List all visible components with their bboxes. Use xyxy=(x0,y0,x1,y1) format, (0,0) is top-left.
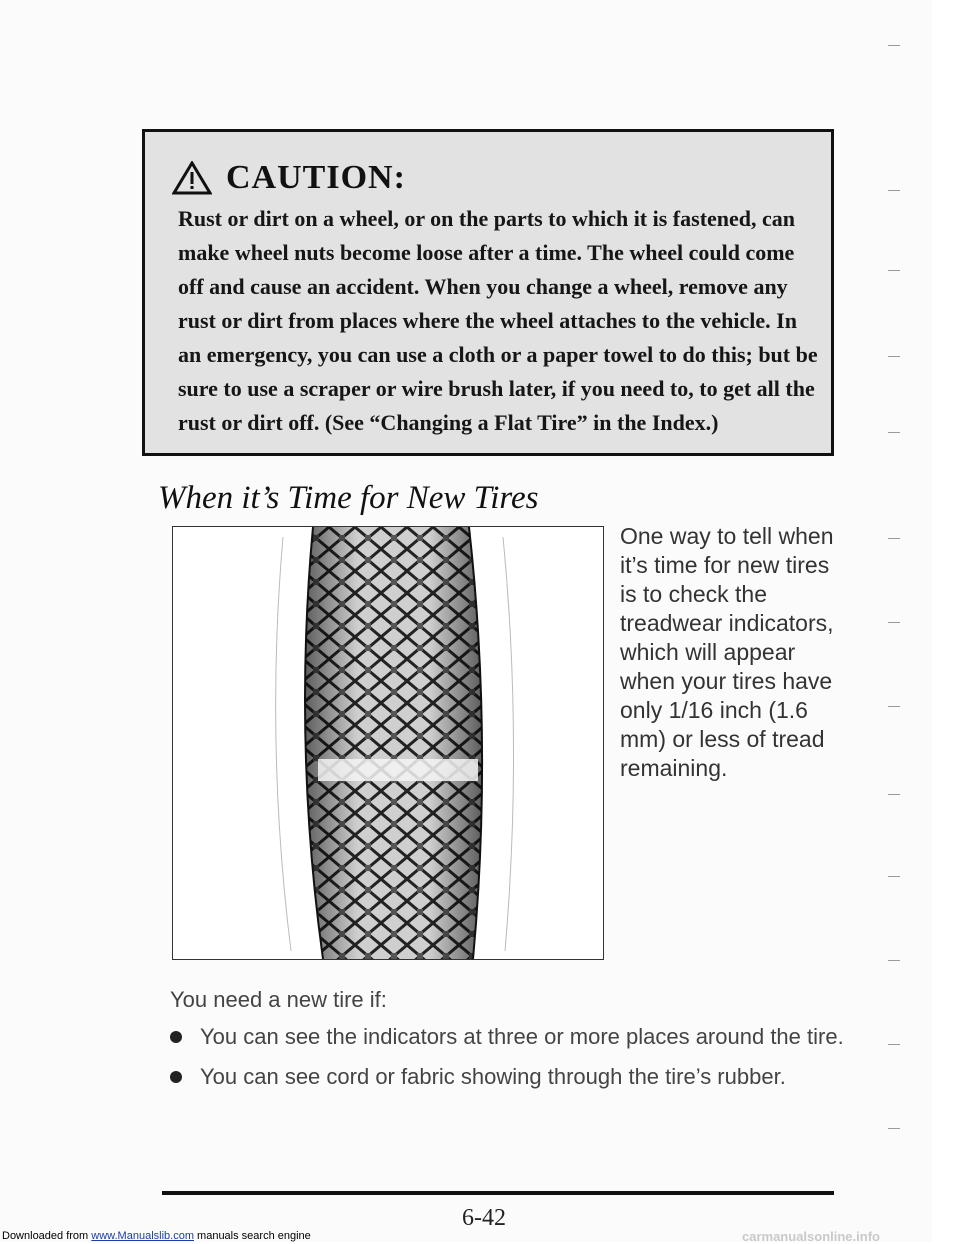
bullet-icon xyxy=(170,1031,182,1043)
footer-suffix: manuals search engine xyxy=(193,1230,311,1242)
tire-tread-image xyxy=(173,527,603,959)
list-item-text: You can see the indicators at three or more places around the tire. xyxy=(200,1024,844,1049)
watermark-text: carmanualsonline.info xyxy=(742,1229,880,1244)
margin-tick xyxy=(888,45,900,46)
margin-tick xyxy=(888,432,900,433)
page-number: 6-42 xyxy=(462,1205,506,1231)
margin-tick xyxy=(888,794,900,795)
margin-tick xyxy=(888,190,900,191)
margin-tick xyxy=(888,622,900,623)
bullet-icon xyxy=(170,1071,182,1083)
footer-rule xyxy=(162,1191,834,1195)
list-intro: You need a new tire if: xyxy=(170,987,387,1012)
tire-illustration xyxy=(172,526,604,960)
margin-tick xyxy=(888,706,900,707)
list-item-text: You can see cord or fabric showing through the tire’s rubber. xyxy=(200,1064,786,1089)
caution-box xyxy=(142,129,834,456)
page-gutter xyxy=(932,0,960,1242)
treadwear-indicator-text: One way to tell when it’s time for new tires is to check the treadwear indicators, which will appear when your tires have only 1/16 inch (1.6 mm) or less of tread remaining. xyxy=(620,523,834,781)
margin-tick xyxy=(888,356,900,357)
replacement-conditions-list xyxy=(170,1022,844,1102)
margin-tick xyxy=(888,270,900,271)
caution-header xyxy=(172,159,406,197)
list-item xyxy=(170,1062,844,1092)
download-footer xyxy=(2,1230,311,1242)
margin-tick xyxy=(888,876,900,877)
caution-title: CAUTION: xyxy=(226,159,406,196)
margin-tick xyxy=(888,1128,900,1129)
footer-prefix: Downloaded from xyxy=(2,1230,92,1242)
manualslib-link[interactable]: www.Manualslib.com xyxy=(91,1230,194,1242)
margin-tick xyxy=(888,1044,900,1045)
list-item xyxy=(170,1022,844,1052)
warning-triangle-icon xyxy=(172,161,212,195)
margin-tick xyxy=(888,960,900,961)
caution-text: Rust or dirt on a wheel, or on the parts to which it is fastened, can make wheel nuts become loose after a time. The wheel could come off and cause an accident. When you change a wheel, remove any rust or dirt from places where the wheel attaches to the vehicle. In an emergency, you can use a cloth or a paper towel to do this; but be sure to use a scraper or wire brush later, if you need to, to get all the rust or dirt off. (See “Changing a Flat Tire” in the Index.) xyxy=(178,206,818,435)
margin-tick xyxy=(888,538,900,539)
section-title: When it’s Time for New Tires xyxy=(158,480,539,516)
